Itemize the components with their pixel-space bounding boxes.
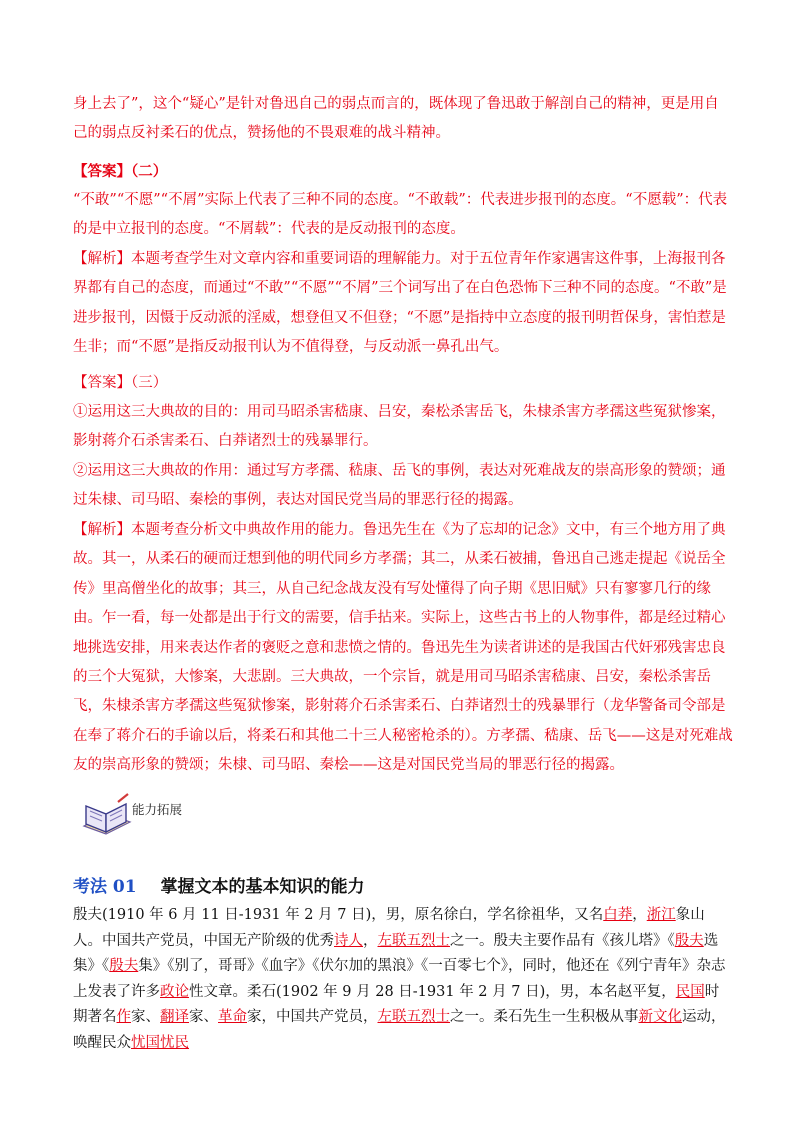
kaofa-tag: 考法 01 xyxy=(73,877,137,897)
answer-2-text: “不敢”“不愿”“不屑”实际上代表了三种不同的态度。“不敢载”：代表进步报刊的态度。“不愿载”：代表的是中立报刊的态度。“不屑载”：代表的是反动报刊的态度。 xyxy=(73,192,728,238)
bio-text: 象山人。中国共产党员，中国无产阶级的优秀 xyxy=(73,907,705,949)
link-zuolian-1[interactable]: 左联五烈士 xyxy=(377,932,450,949)
answer-3-point-1: ①运用这三大典故的目的：用司马昭杀害嵇康、吕安，秦松杀害岳飞，朱棣杀害方孝孺这些冤狱惨案，影射蒋介石杀害柔石、白莽诸烈士的残暴罪行。 xyxy=(73,404,726,450)
bio-text: 运动，唤醒民众 xyxy=(73,1009,726,1051)
link-zuo[interactable]: 作 xyxy=(116,1009,131,1026)
link-zhejiang[interactable]: 浙江 xyxy=(646,907,676,923)
link-baimang[interactable]: 白莽 xyxy=(603,907,633,923)
link-xinwenhua[interactable]: 新文化 xyxy=(638,1009,682,1026)
bio-text: 时期著名 xyxy=(73,983,720,1026)
answer-3-label: 【答案】（三） xyxy=(73,375,168,391)
paragraph-continuation: 身上去了”，这个“疑心”是针对鲁迅自己的弱点而言的，既体现了鲁迅敢于解剖自己的精神，更是用自己的弱点反衬柔石的优点，赞扬他的不畏艰难的战斗精神。 xyxy=(73,96,719,142)
link-shiren[interactable]: 诗人 xyxy=(334,932,363,949)
bio-text: 之一。殷夫主要作品有《孩儿塔》《 xyxy=(450,932,675,949)
biography-paragraph xyxy=(73,903,733,1057)
kaofa-heading xyxy=(73,872,365,897)
answer-2-label: 【答案】（二） xyxy=(73,163,168,180)
bio-text: 性文章。柔石(1902 年 9 月 28 日-1931 年 2 月 7 日)，男，本名赵平复， xyxy=(189,983,676,1000)
link-zhenglun[interactable]: 政论 xyxy=(160,983,189,1000)
bio-text: 家、 xyxy=(131,1009,160,1026)
bio-text: ， xyxy=(632,907,647,923)
link-minguo[interactable]: 民国 xyxy=(675,983,705,1000)
bio-text: 集》《别了，哥哥》《血字》《伏尔加的黑浪》《一百零七个》，同时，他还在《列宁青年》杂志上发表了许多 xyxy=(73,958,726,1000)
link-fanyi[interactable]: 翻译 xyxy=(160,1009,189,1026)
bio-text: 之一。柔石先生一生积极从事 xyxy=(450,1009,639,1026)
bio-text: ， xyxy=(363,932,378,949)
bio-text: 选集》《 xyxy=(73,932,719,975)
kaofa-title: 掌握文本的基本知识的能力 xyxy=(160,877,365,897)
link-yinfu-2[interactable]: 殷夫 xyxy=(109,958,139,975)
bio-text: 家、 xyxy=(189,1009,218,1026)
link-zuolian-2[interactable]: 左联五烈士 xyxy=(377,1009,450,1026)
link-geming[interactable]: 革命 xyxy=(218,1009,247,1026)
ability-extension-label: 能力拓展 xyxy=(132,802,183,817)
bio-text: 家，中国共产党员， xyxy=(247,1009,378,1026)
bio-text: 殷夫(1910 年 6 月 11 日-1931 年 2 月 7 日)，男，原名徐白，学名徐祖华，又名 xyxy=(73,907,604,923)
analysis-2: 【解析】本题考查学生对文章内容和重要词语的理解能力。对于五位青年作家遇害这件事，上海报刊各界都有自己的态度，而通过“不敢”“不愿”“不屑”三个词写出了在白色恐怖下三种不同的态度。“不敢”是进步报刊，因慑于反动派的淫威，想登但又不但登；“不愿”是指持中立态度的报刊明哲保身，害怕惹是生非；而“不愿”是指反动报刊认为不值得登，与反动派一鼻孔出气。 xyxy=(73,251,727,356)
link-yinfu-1[interactable]: 殷夫 xyxy=(674,932,704,949)
answer-3-point-2: ②运用这三大典故的作用：通过写方孝孺、嵇康、岳飞的事例，表达对死难战友的崇高形象的赞颂；通过朱棣、司马昭、秦桧的事例，表达对国民党当局的罪恶行径的揭露。 xyxy=(73,463,726,509)
link-youguo[interactable]: 忧国忧民 xyxy=(131,1034,189,1051)
analysis-3: 【解析】本题考查分析文中典故作用的能力。鲁迅先生在《为了忘却的记念》文中，有三个地方用了典故。其一，从柔石的硬而迂想到他的明代同乡方孝孺；其二，从柔石被捕，鲁迅自己逃走提起《说岳全传》里高僧坐化的故事；其三，从自己纪念战友没有写处懂得了向子期《思旧赋》只有寥寥几行的缘由。乍一看，每一处都是出于行文的需要，信手拈来。实际上，这些古书上的人物事件，都是经过精心地挑选安排，用来表达作者的褒贬之意和悲愤之情的。鲁迅先生为读者讲述的是我国古代奸邪残害忠良的三个大冤狱，大惨案，大悲剧。三大典故，一个宗旨，就是用司马昭杀害嵇康、吕安，秦松杀害岳飞，朱棣杀害方孝孺这些冤狱惨案，影射蒋介石杀害柔石、白莽诸烈士的残暴罪行（龙华警备司令部是在奉了蒋介石的手谕以后，将柔石和其他二十三人秘密枪杀的）。方孝孺、嵇康、岳飞——这是对死难战友的崇高形象的赞颂；朱棣、司马昭、秦桧——这是对国民党当局的罪恶行径的揭露。 xyxy=(73,522,733,774)
